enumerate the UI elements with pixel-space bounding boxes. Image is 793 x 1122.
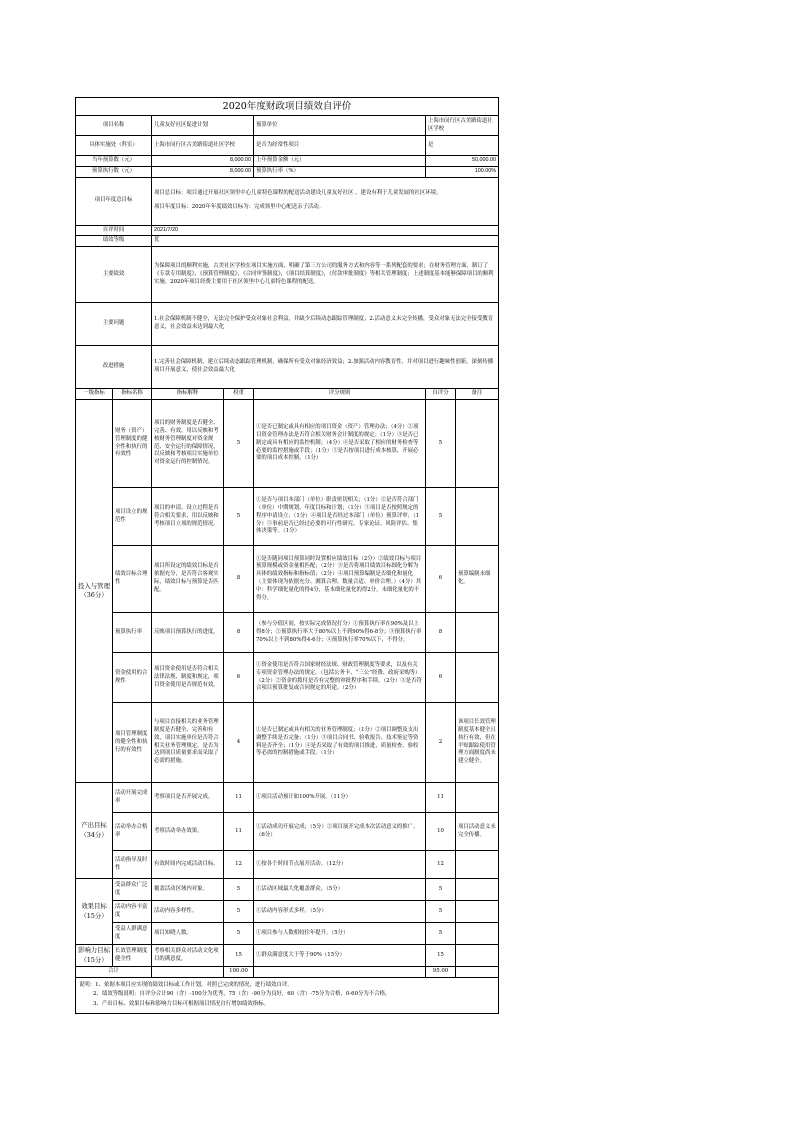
indicator-remark: 项目活动意义未完全传播。: [456, 813, 499, 851]
goal-label: 项目年度总目标: [76, 177, 152, 225]
indicator-desc: 考察项目是否开展完成。: [152, 783, 224, 813]
indicator-desc: 反映项目预算执行的进度。: [152, 613, 224, 653]
info-row-project: [76, 116, 499, 136]
header-rule: 评分规则: [254, 389, 426, 400]
exec-rate-value: 100.00%: [426, 166, 499, 177]
measures-label: 改进措施: [76, 346, 152, 389]
indicator-desc: 项目资金使用是否符合相关法律法规、制度和规定，项目资金使用是否规范有效。: [152, 653, 224, 703]
executed-value: 8,000.00: [152, 166, 254, 177]
goal-row: [76, 177, 499, 225]
total-empty-desc: [152, 967, 224, 978]
grade-label: 绩效等级: [76, 236, 152, 247]
header-name: 指标名称: [113, 389, 152, 400]
problems-row: [76, 303, 499, 346]
notes: [76, 978, 499, 1014]
indicator-name: 受益人群满意度: [113, 923, 152, 945]
indicator-desc: 项目的申请、设立过程是否符合相关要求，用以反映和考核项目立项的规范情况。: [152, 488, 224, 546]
indicator-name: 活动指导及时性: [113, 851, 152, 879]
recurring-value: 是: [426, 136, 499, 156]
indicator-desc: 考察活动举办效果。: [152, 813, 224, 851]
header-score: 自评分: [426, 389, 456, 400]
indicator-remark: [456, 879, 499, 901]
indicator-remark: [456, 613, 499, 653]
indicator-remark: [456, 923, 499, 945]
group-output-label: 产出目标（34分）: [76, 783, 113, 879]
indicator-weight: 5: [224, 923, 254, 945]
indicator-weight: 11: [224, 813, 254, 851]
indicator-remark: [456, 400, 499, 488]
note-line: 3、产出目标、效果目标和影响力目标可根据项目情况自行增加绩效指标。: [93, 1000, 269, 1007]
total-label: 合计: [76, 967, 152, 978]
table-row: [76, 488, 499, 546]
indicator-score: 5: [426, 879, 456, 901]
indicator-rule: ①活动成功开展完成；（5分）②项目展开完成本次活动意义的推广。（6分）: [254, 813, 426, 851]
indicator-remark: [456, 653, 499, 703]
indicator-rule: ①活动区域最大化覆盖群众。（5分）: [254, 879, 426, 901]
indicator-rule: ①群众满意度大于等于90%（15分）: [254, 945, 426, 967]
dept-label: 具体实施处（科室）: [76, 136, 152, 156]
indicator-rule: ①是否已制定或具有相应的项目资金（资产）管理办法；（4分）②项目资金管理办法是否符合相关财务会计制度的规定；（1分）③是否已制定或具有相应的监控机制；（4分）④是否采取了相应的财务检查等必要的监控措施或手段；（1分）⑤是否按项目进行成本核算，开展必要的项目成本控制。（1分）: [254, 400, 426, 488]
indicator-weight: 8: [224, 546, 254, 613]
budget-unit-value: 上海市闵行区古美路街道社区学校: [426, 116, 499, 136]
indicator-weight: 4: [224, 703, 254, 783]
indicator-score: 15: [426, 945, 456, 967]
indicator-name: 受益群众广泛度: [113, 879, 152, 901]
exec-rate-label: 预算执行率（%）: [254, 166, 426, 177]
note-line: 说明：1、依据本项目应实现的绩效目标或工作计划，对照已完成的情况，进行绩效自评。: [79, 982, 293, 989]
indicator-remark: [456, 945, 499, 967]
goal-content: [152, 177, 499, 225]
indicator-name: 绩效目标合理性: [113, 546, 152, 613]
table-row: [76, 851, 499, 879]
indicator-desc: 考察相关群众对活动文化项目的满意度。: [152, 945, 224, 967]
indicator-remark: [456, 488, 499, 546]
project-name-label: 项目名称: [76, 116, 152, 136]
project-name-value: 儿童友好社区促进计划: [152, 116, 254, 136]
indicator-rule: ①项目参与人数相较往年提升。（5分）: [254, 923, 426, 945]
indicator-desc: 活动内容多样性。: [152, 901, 224, 923]
indicator-name: 项目管理制度的健全性和执行的有效性: [113, 703, 152, 783]
performance-text: 为保障项目的顺利实施，古美社区学校在项目实施方面，明确了第三方公司的服务方式和内容等一系列配套的要求；在财务管理方面，制订了《专款专用制度》，《预算管理制度》，《合同审签制度》，《项目结算制度》，《付款审批制度》等相关管理制度；上述制度基本能够保障项目的顺利实施。2020年项目经费主要用于社区领里中心儿童特色课程的配送。: [152, 247, 499, 303]
indicator-rule: ①按各个时间节点展开活动。（12分）: [254, 851, 426, 879]
group-impact-label: 影响力目标（15分）: [76, 945, 113, 967]
info-row-budget: [76, 156, 499, 167]
indicator-rule: ①是否已制定或具有相关的业务管理制度；（1分）②项目调整及支出调整手续是否完备；（1分）③项目合同书、验收报告、技术鉴定等资料是否齐全；（1分）④是否采取了有效的项目推进、质量检查、验收等必需的控制措施或手段。（1分）: [254, 703, 426, 783]
indicator-weight: 6: [224, 653, 254, 703]
table-row: [76, 879, 499, 901]
indicator-header-row: [76, 389, 499, 400]
indicator-remark: [456, 783, 499, 813]
table-row: [76, 613, 499, 653]
budget-label: 当年预算数（元）: [76, 156, 152, 167]
goal-year-text: 项目年度目标：2020年年度绩效目标为：完成领里中心配送亲子活动。: [154, 204, 325, 211]
indicator-score: 5: [426, 400, 456, 488]
indicator-remark: 预算编制未细化。: [456, 546, 499, 613]
table-row: [76, 400, 499, 488]
problems-text: 1.社会保障机制不健全，无法完全保护受众对象社会利益，并缺少后续动态跟踪管理制度；2.活动意义未完全传播，受众对象无法完全接受教育意义，社会效益未达到最大化: [152, 303, 499, 346]
indicator-rule: ①项目活动预计如100%开展。（11分）: [254, 783, 426, 813]
note-line: 2、绩效等级说明：自评分合计90（含）-100分为优秀，75（含）-90分为良好，60（含）-75分为合格，0-60分为不合格。: [93, 991, 391, 998]
indicator-desc: 与项目直接相关的业务管理制度是否健全、完善和有效，项目实施单位是否符合相关业务管理规定，是否为达到项目质量要求而采取了必需的措施。: [152, 703, 224, 783]
indicator-name: 活动开展完成率: [113, 783, 152, 813]
table-row: [76, 653, 499, 703]
indicator-desc: 项目的财务制度是否健全、完善、有效，用以反映和考核财务管理制度对资金规范、安全运行的保障情况，以反映和考核项目实施单位对资金运行的控制情况。: [152, 400, 224, 488]
evaluation-table: [75, 97, 499, 1014]
info-row-executed: [76, 166, 499, 177]
indicator-score: 5: [426, 923, 456, 945]
last-budget-label: 上年预算金额（元）: [254, 156, 426, 167]
title-row: [76, 98, 499, 116]
budget-value: 8,000.00: [152, 156, 254, 167]
indicator-name: 活动举办合格率: [113, 813, 152, 851]
indicator-name: 财务（资产）管理制度的健全性和执行的有效性: [113, 400, 152, 488]
total-empty-remark: [456, 967, 499, 978]
table-row: [76, 813, 499, 851]
group-effect-label: 效果目标（15分）: [76, 879, 113, 945]
indicator-desc: 有效时间内完成活动目标。: [152, 851, 224, 879]
indicator-weight: 5: [224, 879, 254, 901]
total-empty-rule: [254, 967, 426, 978]
indicator-desc: 项目所设定的绩效目标是否依据充分，是否符合客观实际，绩效目标与预算是否匹配。: [152, 546, 224, 613]
table-row: [76, 945, 499, 967]
indicator-rule: ①资金使用是否符合国家财经法规、财政管理制度等要求，以及有关专项资金管理办法的规定。（包括公务卡、“三公”经费、政府采购等）（2分）②资金的拨付是否有完整的审批程序和手续。（2分）③是否符合项目预算批复或合同规定的用途。（2分）: [254, 653, 426, 703]
eval-time-label: 自评时间: [76, 225, 152, 236]
indicator-weight: 5: [224, 901, 254, 923]
total-row: [76, 967, 499, 978]
indicator-score: 5: [426, 488, 456, 546]
executed-label: 预算执行数（元）: [76, 166, 152, 177]
evaluation-sheet: [75, 97, 498, 1014]
grade-row: [76, 236, 499, 247]
page-title: 2020年度财政项目绩效自评价: [76, 98, 499, 116]
measures-text: 1.完善社会保障机制，建立后续动态跟踪管理机制，确保所有受众对象经济效益；2.加强活动内容教育性，并对项目进行趣味性创新，深刻传播项目开展意义，使社会效益最大化: [152, 346, 499, 389]
indicator-name: 预算执行率: [113, 613, 152, 653]
indicator-score: 12: [426, 851, 456, 879]
indicator-remark: [456, 901, 499, 923]
indicator-weight: 5: [224, 488, 254, 546]
indicator-score: 2: [426, 703, 456, 783]
indicator-desc: 覆盖活动区域内对象。: [152, 879, 224, 901]
table-row: [76, 901, 499, 923]
notes-row: [76, 978, 499, 1014]
indicator-score: 6: [426, 546, 456, 613]
table-row: [76, 546, 499, 613]
goal-total-text: 项目总目标：项目通过开展社区领里中心儿童特色课程的配送活动建设儿童友好社区 ，建设有利于儿童发展的社区环境。: [154, 190, 442, 197]
indicator-score: 8: [426, 613, 456, 653]
indicator-weight: 5: [224, 400, 254, 488]
header-remark: 备注: [456, 389, 499, 400]
info-row-dept: [76, 136, 499, 156]
table-row: [76, 923, 499, 945]
total-score: 95.00: [426, 967, 456, 978]
indicator-remark: [456, 851, 499, 879]
performance-row: [76, 247, 499, 303]
indicator-score: 6: [426, 653, 456, 703]
indicator-weight: 12: [224, 851, 254, 879]
indicator-rule: ①活动内容形式多样。（5分）: [254, 901, 426, 923]
indicator-rule: ①是否与项目本部门（单位）职责密切相关；（1分）②是否符合部门（单位）中期规划、年度目标和计划；（1分）③项目是否按照规定的程序申请设立；（1分）④项目是否经过本部门（单位）预算评审；（1分）⑤事前是否已经过必要的可行性研究、专家论证、风险评估、集体决策等。（1分）: [254, 488, 426, 546]
table-row: [76, 783, 499, 813]
indicator-name: 项目设立的规范性: [113, 488, 152, 546]
indicator-name: 活动内容丰富度: [113, 901, 152, 923]
header-level1: 一级指标: [76, 389, 113, 400]
indicator-desc: 项目知晓人数。: [152, 923, 224, 945]
indicator-weight: 15: [224, 945, 254, 967]
total-weight: 100.00: [224, 967, 254, 978]
indicator-score: 11: [426, 783, 456, 813]
measures-row: [76, 346, 499, 389]
eval-time-value: 2021/7/20: [152, 225, 499, 236]
grade-value: 优: [152, 236, 499, 247]
problems-label: 主要问题: [76, 303, 152, 346]
dept-value: 上海市闵行区古美路街道社区学校: [152, 136, 254, 156]
recurring-label: 是否为经常性项目: [254, 136, 426, 156]
indicator-name: 长效管理制度健全性: [113, 945, 152, 967]
indicator-name: 资金使用的合规性: [113, 653, 152, 703]
budget-unit-label: 预算单位: [254, 116, 426, 136]
header-desc: 指标解释: [152, 389, 224, 400]
group-input-label: 投入与管理（36分）: [76, 400, 113, 783]
eval-time-row: [76, 225, 499, 236]
indicator-remark: 该项目长效管理制度基本健全且执行有效，但在平贴跟踪使用管理方面制度尚未建立健全。: [456, 703, 499, 783]
performance-label: 主要绩效: [76, 247, 152, 303]
indicator-weight: 11: [224, 783, 254, 813]
indicator-score: 10: [426, 813, 456, 851]
indicator-rule: ①是否随同项目预算同时设置相应绩效目标（2分）②绩效目标与项目预算规模或资金量相匹配；（2分）③是否将项目绩效目标细化分解为具体的绩效指标和指标值；（2分）④项目预算编制是否细化和量化（主要体现为依据充分、测算合理、数量合适、单价合理。）（4分）其中：科学细化量化的得4分，基本细化量化的得2分，未细化量化的不得分。: [254, 546, 426, 613]
indicator-score: 5: [426, 901, 456, 923]
header-weight: 权重: [224, 389, 254, 400]
table-row: [76, 703, 499, 783]
indicator-weight: 8: [224, 613, 254, 653]
last-budget-value: 50,000.00: [426, 156, 499, 167]
indicator-rule: （参与分值区间，按实际完成情况打分）①预算执行率在90%及以上得8分；②预算执行率大于80%以上不到90%得6-8分；③预算执行率70%以上不到80%得4-6分；④预算执行率70%以下，不得分。: [254, 613, 426, 653]
